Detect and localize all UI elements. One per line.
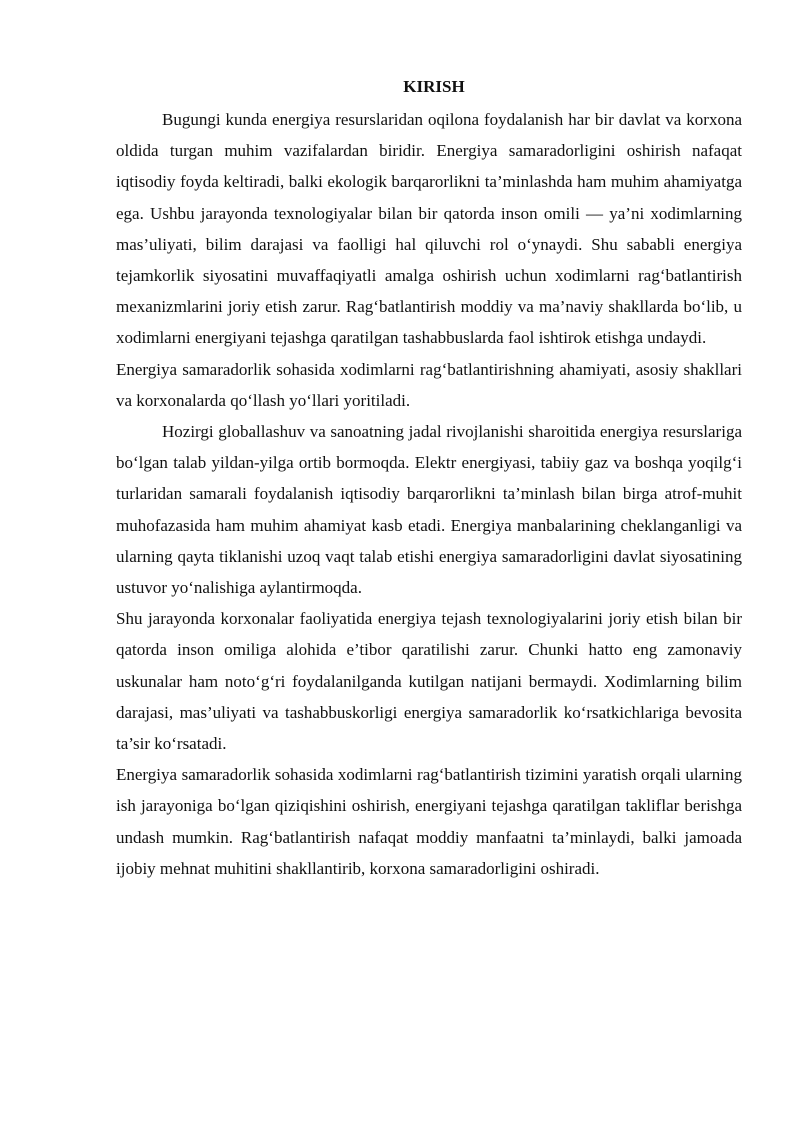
document-page: [116, 74, 742, 884]
section-title: KIRISH: [403, 77, 465, 96]
paragraph-motivation-system: Energiya samaradorlik sohasida xodimlarni rag‘batlantirish tizimini yaratish orqali ularning ish jarayoniga bo‘lgan qiziqishini oshirish, energiyani tejashga qaratilgan takliflar berishga undash mumkin. Rag‘batlantirish nafaqat moddiy manfaatni ta’minlaydi, balki jamoada ijobiy mehnat muhitini shakllantirib, korxona samaradorligini oshiradi.: [116, 765, 742, 878]
paragraph-scope: Energiya samaradorlik sohasida xodimlarni rag‘batlantirishning ahamiyati, asosiy shakllari va korxonalarda qo‘llash yo‘llari yoritiladi.: [116, 359, 742, 410]
paragraph-global-demand: Hozirgi globallashuv va sanoatning jadal rivojlanishi sharoitida energiya resurslariga bo‘lgan talab yildan-yilga ortib bormoqda. Elektr energiyasi, tabiiy gaz va boshqa yoqilg‘i turlaridan samarali foydalanish iqtisodiy barqarorlikni ta’minlash bilan birga atrof-muhit muhofazasida ham muhim ahamiyat kasb etadi. Energiya manbalarining cheklanganligi va ularning qayta tiklanishi uzoq vaqt talab etishi energiya samaradorligini davlat siyosatining ustuvor yo‘nalishiga aylantirmoqda.: [116, 422, 742, 598]
paragraph-human-factor: Shu jarayonda korxonalar faoliyatida energiya tejash texnologiyalarini joriy etish bilan bir qatorda inson omiliga alohida e’tibor qaratilishi zarur. Chunki hatto eng zamonaviy uskunalar ham noto‘g‘ri foydalanilganda kutilgan natijani bermaydi. Xodimlarning bilim darajasi, mas’uliyati va tashabbuskorligi energiya samaradorlik ko‘rsatkichlariga bevosita ta’sir ko‘rsatadi.: [116, 609, 742, 754]
paragraph-introduction: Bugungi kunda energiya resurslaridan oqilona foydalanish har bir davlat va korxona oldida turgan muhim vazifalardan biridir. Energiya samaradorligini oshirish nafaqat iqtisodiy foyda keltiradi, balki ekologik barqarorlikni ta’minlashda ham muhim ahamiyatga ega. Ushbu jarayonda texnologiyalar bilan bir qatorda inson omili — ya’ni xodimlarning mas’uliyati, bilim darajasi va faolligi hal qiluvchi rol o‘ynaydi. Shu sababli energiya tejamkorlik siyosatini muvaffaqiyatli amalga oshirish uchun xodimlarni rag‘batlantirish mexanizmlarini joriy etish zarur. Rag‘batlantirish moddiy va ma’naviy shakllarda bo‘lib, u xodimlarni energiyani tejashga qaratilgan tashabbuslarda faol ishtirok etishga undaydi.: [116, 110, 742, 348]
